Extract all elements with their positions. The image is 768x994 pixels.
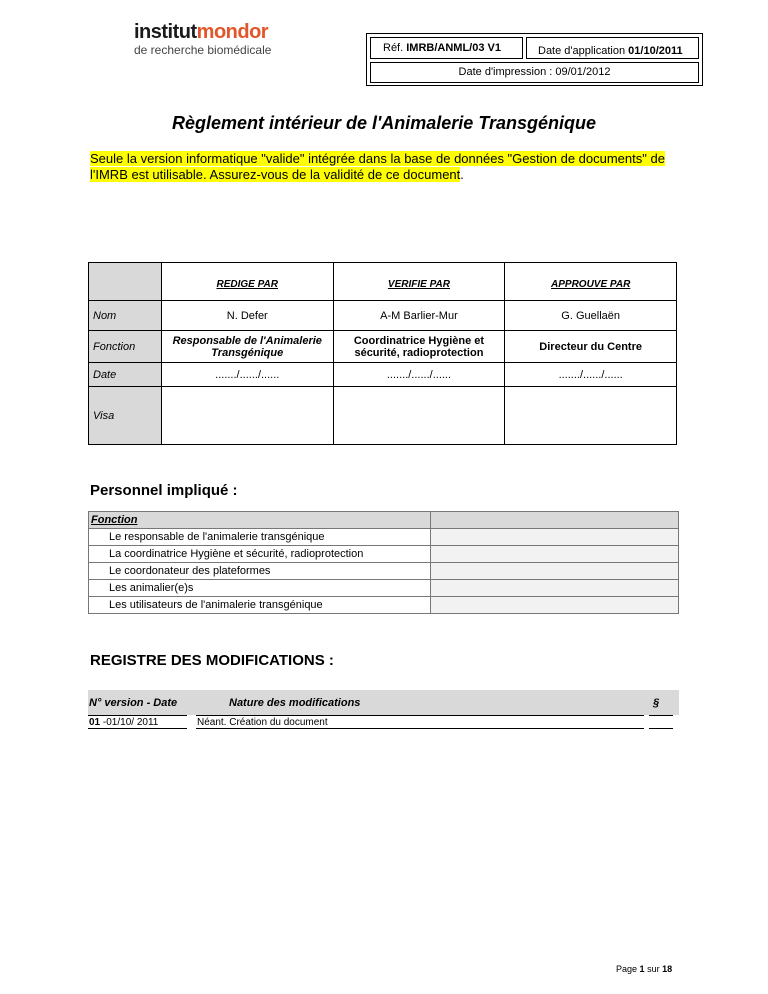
ref-value: IMRB/ANML/03 V1 bbox=[406, 42, 501, 54]
register-col-section: § bbox=[653, 697, 660, 709]
page-total: 18 bbox=[662, 964, 673, 974]
personnel-empty-cell bbox=[431, 597, 679, 614]
logo-tagline: de recherche biomédicale bbox=[134, 43, 272, 57]
register-divider bbox=[649, 715, 673, 716]
date-approuve: ......./....../...... bbox=[505, 363, 677, 387]
row-label-visa: Visa bbox=[89, 387, 162, 445]
warning-highlight: Seule la version informatique "valide" intégrée dans la base de données "Gestion de documents" de l'IMRB est utilisable. Assurez-vous de la validité de ce document bbox=[90, 151, 665, 182]
personnel-table bbox=[88, 511, 679, 614]
register-row-underline bbox=[196, 728, 644, 729]
signature-row-name bbox=[89, 301, 677, 331]
name-approuve: G. Guellaën bbox=[505, 301, 677, 331]
personnel-item: Les animalier(e)s bbox=[89, 580, 431, 597]
row-label-fonction: Fonction bbox=[89, 331, 162, 363]
table-row bbox=[89, 546, 679, 563]
register-row-underline bbox=[649, 728, 673, 729]
personnel-empty-cell bbox=[431, 580, 679, 597]
page-label: Page bbox=[616, 964, 638, 974]
signature-row-date bbox=[89, 363, 677, 387]
table-row bbox=[89, 529, 679, 546]
print-date-cell: Date d'impression : 09/01/2012 bbox=[370, 62, 699, 83]
signature-header-row bbox=[89, 263, 677, 301]
register-divider bbox=[88, 715, 187, 716]
logo-brand-b: mondor bbox=[196, 21, 269, 43]
register-row-version bbox=[89, 717, 158, 728]
register-col-version: N° version - Date bbox=[89, 697, 178, 709]
personnel-header-row bbox=[89, 512, 679, 529]
personnel-heading: Personnel impliqué : bbox=[90, 482, 238, 499]
function-approuve: Directeur du Centre bbox=[505, 331, 677, 363]
visa-verifie bbox=[333, 387, 505, 445]
row-label-date: Date bbox=[89, 363, 162, 387]
header-approuve: APPROUVE PAR bbox=[505, 263, 677, 301]
table-row bbox=[89, 580, 679, 597]
page-current: 1 bbox=[639, 964, 645, 974]
application-date-cell bbox=[526, 37, 699, 59]
register-header bbox=[88, 690, 679, 715]
signature-table bbox=[88, 262, 677, 445]
name-redige: N. Defer bbox=[161, 301, 333, 331]
document-title: Règlement intérieur de l'Animalerie Transgénique bbox=[171, 113, 597, 133]
personnel-item: La coordinatrice Hygiène et sécurité, radioprotection bbox=[89, 546, 431, 563]
signature-row-function bbox=[89, 331, 677, 363]
personnel-col-header: Fonction bbox=[89, 512, 431, 529]
personnel-empty-cell bbox=[431, 529, 679, 546]
logo-wordmark bbox=[134, 22, 271, 42]
name-verifie: A-M Barlier-Mur bbox=[333, 301, 505, 331]
table-row bbox=[89, 597, 679, 614]
version-date: -01/10/ 2011 bbox=[100, 717, 159, 728]
visa-approuve bbox=[505, 387, 677, 445]
signature-corner-cell bbox=[89, 263, 162, 301]
visa-redige bbox=[161, 387, 333, 445]
personnel-empty-cell bbox=[431, 546, 679, 563]
warning-tail: . bbox=[460, 167, 464, 182]
date-verifie: ......./....../...... bbox=[333, 363, 505, 387]
page-separator: sur bbox=[647, 964, 660, 974]
function-redige: Responsable de l'Animalerie Transgénique bbox=[161, 331, 333, 363]
date-label: Date d'application bbox=[538, 45, 626, 57]
function-verifie: Coordinatrice Hygiène et sécurité, radioprotection bbox=[333, 331, 505, 363]
logo-brand-a: institut bbox=[134, 21, 197, 43]
header-redige: REDIGE PAR bbox=[161, 263, 333, 301]
register-col-nature: Nature des modifications bbox=[229, 697, 361, 709]
register-heading: REGISTRE DES MODIFICATIONS : bbox=[90, 652, 334, 669]
personnel-item: Les utilisateurs de l'animalerie transgénique bbox=[89, 597, 431, 614]
register-divider bbox=[196, 715, 644, 716]
institut-mondor-logo bbox=[134, 22, 271, 57]
validity-warning bbox=[90, 151, 690, 183]
personnel-empty-header bbox=[431, 512, 679, 529]
personnel-item: Le coordonateur des plateformes bbox=[89, 563, 431, 580]
date-value: 01/10/2011 bbox=[628, 45, 683, 57]
version-number: 01 bbox=[89, 717, 101, 728]
register-row-underline bbox=[88, 728, 187, 729]
table-row bbox=[89, 563, 679, 580]
row-label-nom: Nom bbox=[89, 301, 162, 331]
signature-row-visa bbox=[89, 387, 677, 445]
document-reference-box bbox=[366, 33, 703, 86]
ref-label: Réf. bbox=[383, 42, 404, 54]
reference-cell bbox=[370, 37, 523, 59]
personnel-item: Le responsable de l'animalerie transgénique bbox=[89, 529, 431, 546]
personnel-empty-cell bbox=[431, 563, 679, 580]
header-verifie: VERIFIE PAR bbox=[333, 263, 505, 301]
page-number bbox=[616, 964, 672, 974]
register-row-nature: Néant. Création du document bbox=[197, 717, 328, 728]
date-redige: ......./....../...... bbox=[161, 363, 333, 387]
